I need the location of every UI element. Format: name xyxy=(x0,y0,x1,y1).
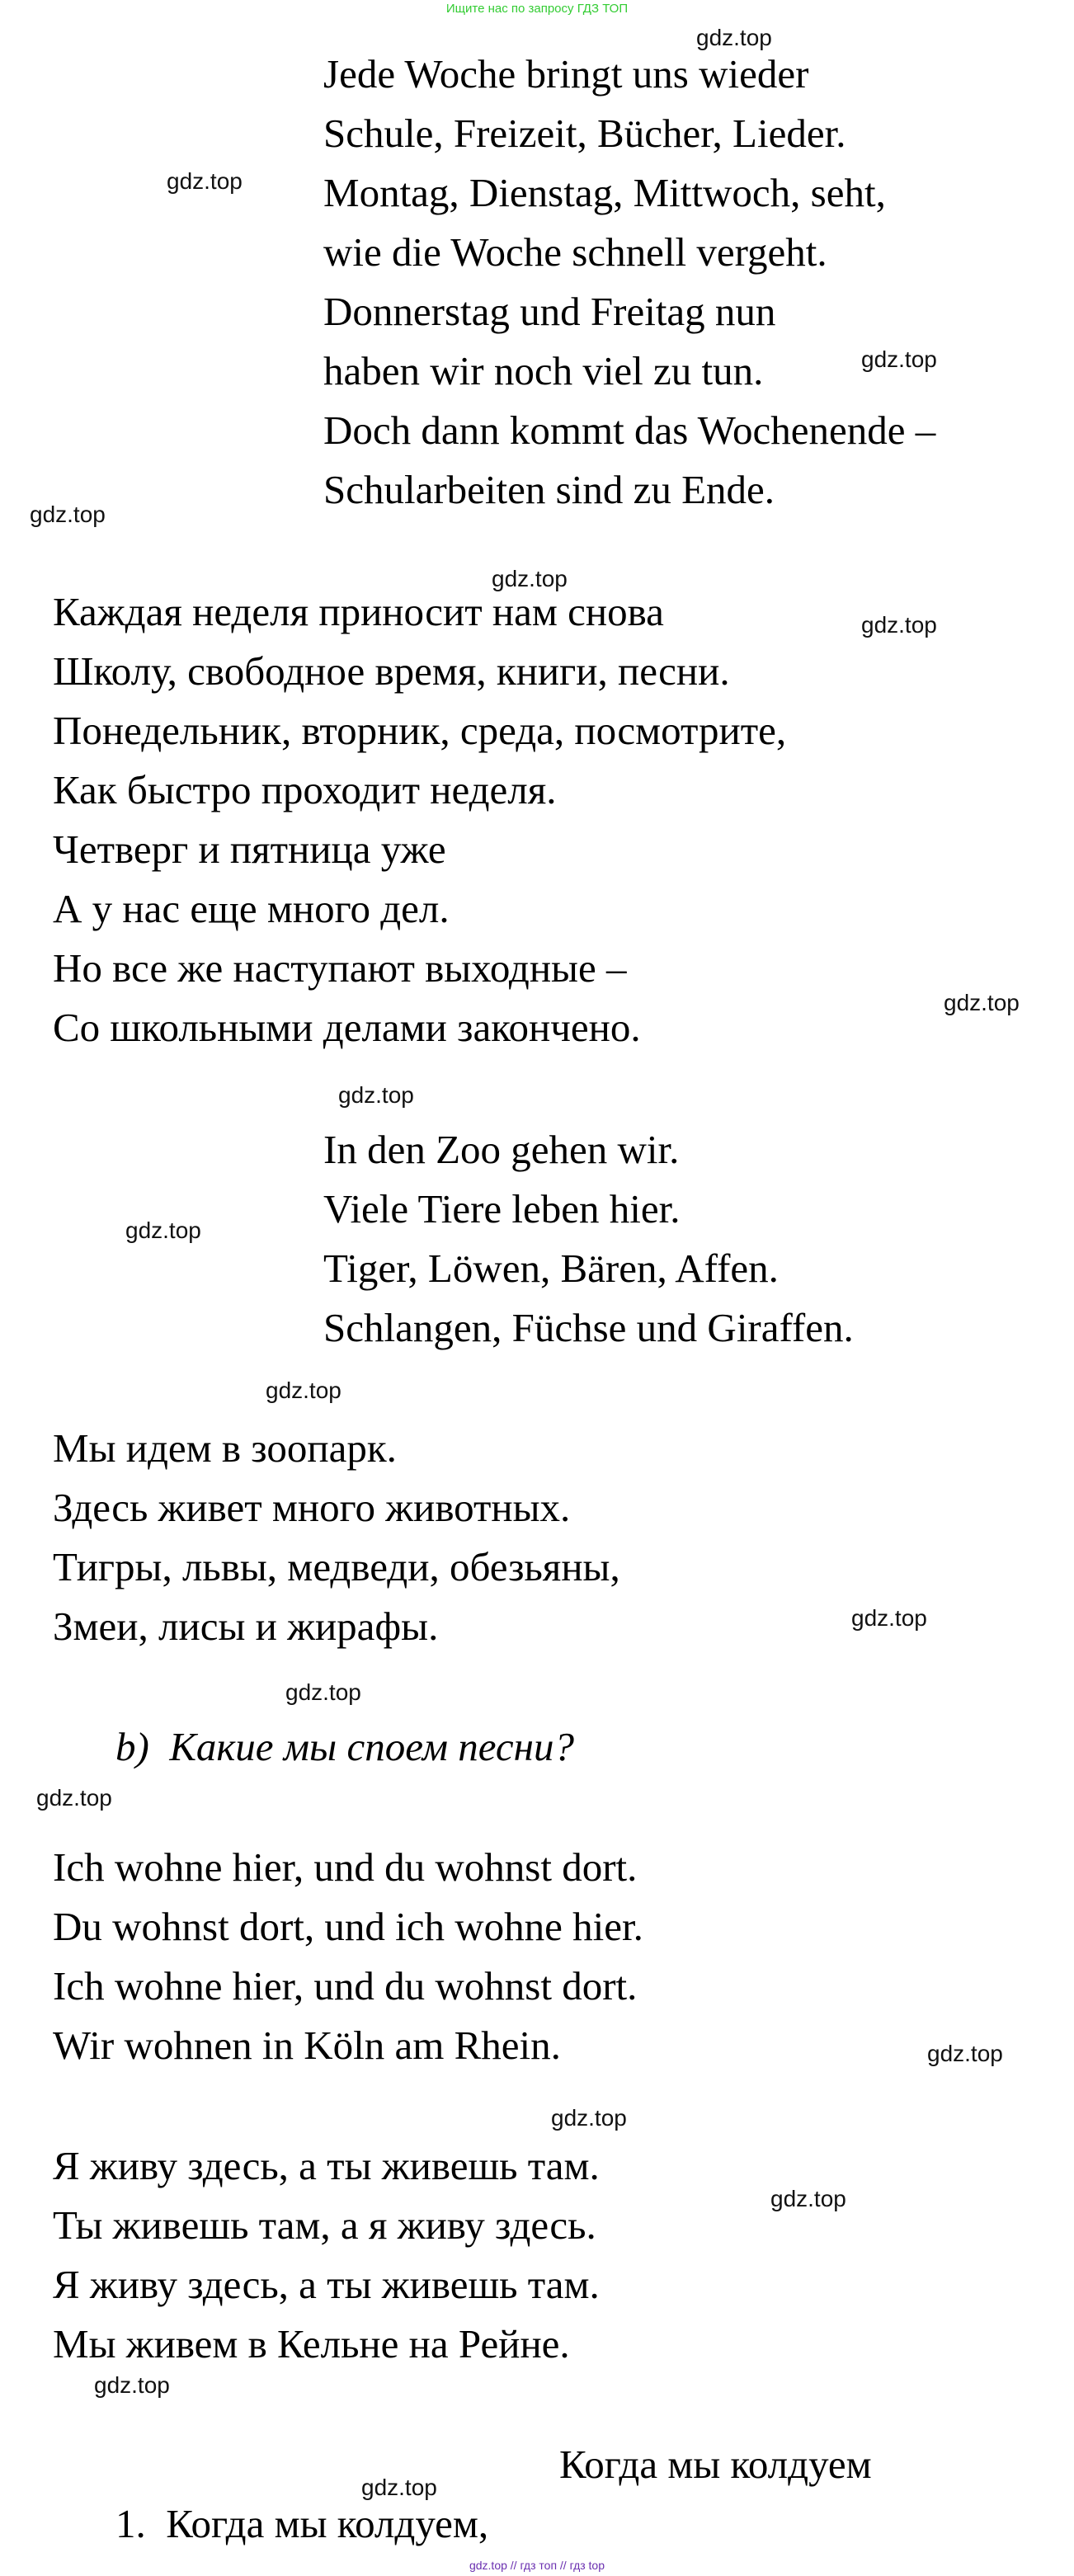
poem-line: Doch dann kommt das Wochenende – xyxy=(323,407,936,453)
poem-line: Змеи, лисы и жирафы. xyxy=(53,1604,439,1649)
poem-line: Каждая неделя приносит нам снова xyxy=(53,589,664,634)
poem-line: Тигры, львы, медведи, обезьяны, xyxy=(53,1544,620,1589)
watermark: gdz.top xyxy=(36,1785,112,1811)
poem-line: Schule, Freizeit, Bücher, Lieder. xyxy=(323,111,846,156)
watermark: gdz.top xyxy=(285,1679,361,1705)
poem-line: Schularbeiten sind zu Ende. xyxy=(323,467,775,512)
poem-line: Wir wohnen in Köln am Rhein. xyxy=(53,2023,561,2068)
poem3-russian xyxy=(53,2136,600,2374)
poem-line: In den Zoo gehen wir. xyxy=(323,1127,680,1172)
poem-line: Но все же наступают выходные – xyxy=(53,945,627,991)
poem-line: Со школьными делами закончено. xyxy=(53,1005,641,1050)
poem-line: Как быстро проходит неделя. xyxy=(53,767,557,812)
watermark: gdz.top xyxy=(944,990,1020,1015)
poem-line: Ты живешь там, а я живу здесь. xyxy=(53,2202,596,2248)
poem4-title: Когда мы колдуем xyxy=(559,2442,872,2487)
line-number: 1. xyxy=(115,2501,146,2546)
poem-line: Мы идем в зоопарк. xyxy=(53,1425,397,1471)
poem-line: Мы живем в Кельне на Рейне. xyxy=(53,2321,570,2366)
watermark: gdz.top xyxy=(492,566,568,591)
poem3-german xyxy=(53,1838,643,2075)
poem-line: Понедельник, вторник, среда, посмотрите, xyxy=(53,708,787,753)
watermark: gdz.top xyxy=(94,2372,170,2398)
bottom-banner: gdz.top // гдз топ // гдз top xyxy=(469,2559,605,2572)
section-b-label: b) xyxy=(115,1724,149,1769)
poem-line: Schlangen, Füchse und Giraffen. xyxy=(323,1305,854,1350)
section-b-question: Какие мы споем песни? xyxy=(169,1724,574,1769)
poem-line: Четверг и пятница уже xyxy=(53,826,446,872)
poem-line: Du wohnst dort, und ich wohne hier. xyxy=(53,1904,643,1949)
watermark: gdz.top xyxy=(551,2105,627,2131)
poem-line: Donnerstag und Freitag nun xyxy=(323,289,776,334)
poem-line: Ich wohne hier, und du wohnst dort. xyxy=(53,1844,638,1890)
poem4-first-line xyxy=(115,2494,488,2554)
poem-line: haben wir noch viel zu tun. xyxy=(323,348,764,393)
poem-line: А у нас еще много дел. xyxy=(53,886,450,931)
poem-line: Я живу здесь, а ты живешь там. xyxy=(53,2143,600,2188)
watermark: gdz.top xyxy=(927,2041,1003,2066)
watermark: gdz.top xyxy=(861,346,937,372)
section-b-heading xyxy=(115,1717,574,1777)
poem-line: Здесь живет много животных. xyxy=(53,1485,571,1530)
watermark: gdz.top xyxy=(361,2475,437,2500)
watermark: gdz.top xyxy=(30,502,106,527)
poem2-german xyxy=(323,1120,854,1358)
poem-line: Montag, Dienstag, Mittwoch, seht, xyxy=(323,170,886,215)
poem-line: Я живу здесь, а ты живешь там. xyxy=(53,2262,600,2307)
poem1-german xyxy=(323,45,935,520)
poem1-russian xyxy=(53,582,786,1057)
watermark: gdz.top xyxy=(266,1377,342,1403)
poem-line: Ich wohne hier, und du wohnst dort. xyxy=(53,1963,638,2009)
poem-line: Jede Woche bringt uns wieder xyxy=(323,51,809,97)
watermark: gdz.top xyxy=(851,1605,927,1631)
watermark: gdz.top xyxy=(167,168,243,194)
top-banner: Ищите нас по запросу ГДЗ ТОП xyxy=(445,2,629,16)
poem-line: Школу, свободное время, книги, песни. xyxy=(53,648,730,694)
watermark: gdz.top xyxy=(861,612,937,638)
watermark: gdz.top xyxy=(125,1217,201,1243)
poem-line: Viele Tiere leben hier. xyxy=(323,1186,681,1231)
watermark: gdz.top xyxy=(696,25,772,50)
poem-line: Tiger, Löwen, Bären, Affen. xyxy=(323,1246,779,1291)
poem-line: Когда мы колдуем, xyxy=(166,2501,489,2546)
poem-line: wie die Woche schnell vergeht. xyxy=(323,229,827,275)
poem2-russian xyxy=(53,1419,620,1656)
watermark: gdz.top xyxy=(338,1082,414,1108)
watermark: gdz.top xyxy=(770,2186,846,2211)
